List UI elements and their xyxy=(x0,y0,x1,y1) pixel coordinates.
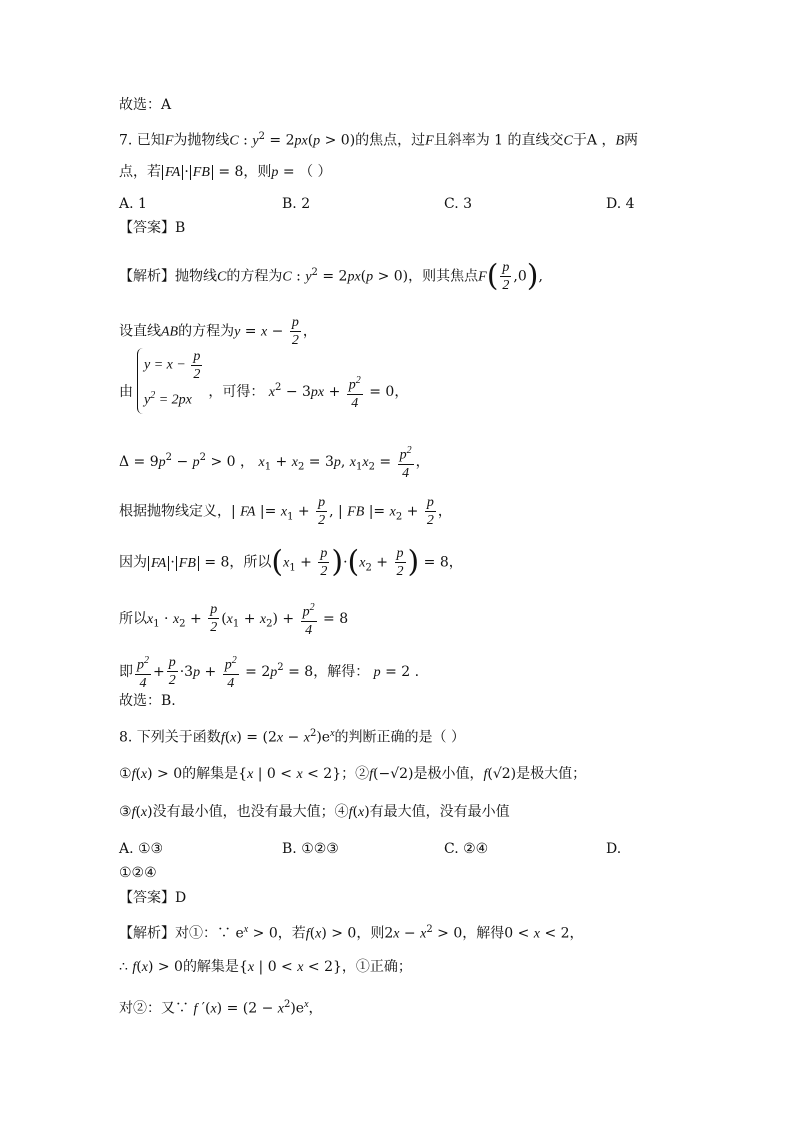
answer-choice-line: 故选：A xyxy=(119,97,172,113)
q8-solution-line-2: ∴ f(x) > 0的解集是{x | 0 < x < 2}，①正确； xyxy=(119,959,412,975)
q7-option-b: B. 2 xyxy=(282,196,311,212)
question-7-line-2: 点，若 FA · FB = 8，则p = （ ） xyxy=(119,164,332,180)
q7-solution-because: 因为 FA · FB = 8，所以($x_1$ + $\frac{p}{2}$ )$\cdot(x_2$ + $\frac{p}{2}$ ) = 8， xyxy=(119,544,463,580)
q7-choice-line: 故选：B. xyxy=(119,693,176,709)
q8-option-b: B. ①②③ xyxy=(282,841,339,857)
question-8-line: 8. 下列关于函数$f(x) = (2x - x^2)e^x$的判断正确的是（ ） xyxy=(119,728,465,746)
q7-option-d: D. 4 xyxy=(606,196,635,212)
q7-solution-definition: 根据抛物线定义，| FA |= $x_1$ + $\frac{p}{2}$ , | FB |= $x_2$ + $\frac{p}{2}$ ， xyxy=(119,495,452,528)
q8-solution-line-3: 对②：又∵ f $'(x) = (2 - x^2)e^x$， xyxy=(119,999,323,1017)
q8-statement-line-1: ①f(x) > 0的解集是{x | 0 < x < 2}；②f(−√2)是极小值，f(√2)是极大值； xyxy=(119,766,587,782)
q7-answer: 【答案】B xyxy=(119,220,186,236)
q8-option-a: A. ①③ xyxy=(119,841,164,857)
q8-statement-line-2: ③f(x)没有最小值，也没有最大值；④f(x)有最大值，没有最小值 xyxy=(119,804,510,820)
q7-solution-system: 由 y = x − $\frac{p}{2}$ $y^2 = 2px$ ，可得： $x^2 - 3px$ + $\frac{p^2}{4}$ = 0， xyxy=(119,370,408,414)
q7-solution-result: 即 $\frac{p^2}{4}$ + $\frac{p}{2}$ ·3p + $\frac{p^2}{4}$ = $2p^2 = 8$，解得： p = 2 . xyxy=(119,652,419,692)
q7-option-a: A. 1 xyxy=(119,196,147,212)
question-7-line-1: 7. 已知F为抛物线C : $y^2 = 2px(p > 0)$的焦点，过F且斜率为 1 的直线交C于A ，B两 xyxy=(119,131,639,149)
q8-option-d: D. xyxy=(606,841,622,857)
q8-option-c: C. ②④ xyxy=(444,841,489,857)
q7-option-c: C. 3 xyxy=(444,196,473,212)
q8-answer: 【答案】D xyxy=(119,890,187,906)
q7-solution-so: 所以$x_1 \cdot x_2$ + $\frac{p}{2}$ $(x_1 + x_2)$ + $\frac{p^2}{4}$ = 8 xyxy=(119,599,348,639)
q7-solution-line-1: 【解析】抛物线C的方程为C : $y^2 = 2px(p > 0)$，则其焦点F( $\frac{p}{2}$ ,0), xyxy=(119,258,543,294)
q8-option-d-content: ①②④ xyxy=(119,865,157,881)
q8-solution-line-1: 【解析】对①：∵ $e^x > 0$，若f(x) > 0，则$2x - x^2 > 0$，解得0 < x < 2， xyxy=(119,924,584,942)
q7-solution-delta: $\Delta = 9p^2 - p^2 > 0$ ， $x_1 + x_2 = 3p$, $x_1x_2$ = $\frac{p^2}{4}$ ， xyxy=(119,442,430,482)
q7-solution-line-2: 设直线AB的方程为y = x − $\frac{p}{2}$ ， xyxy=(119,315,317,348)
